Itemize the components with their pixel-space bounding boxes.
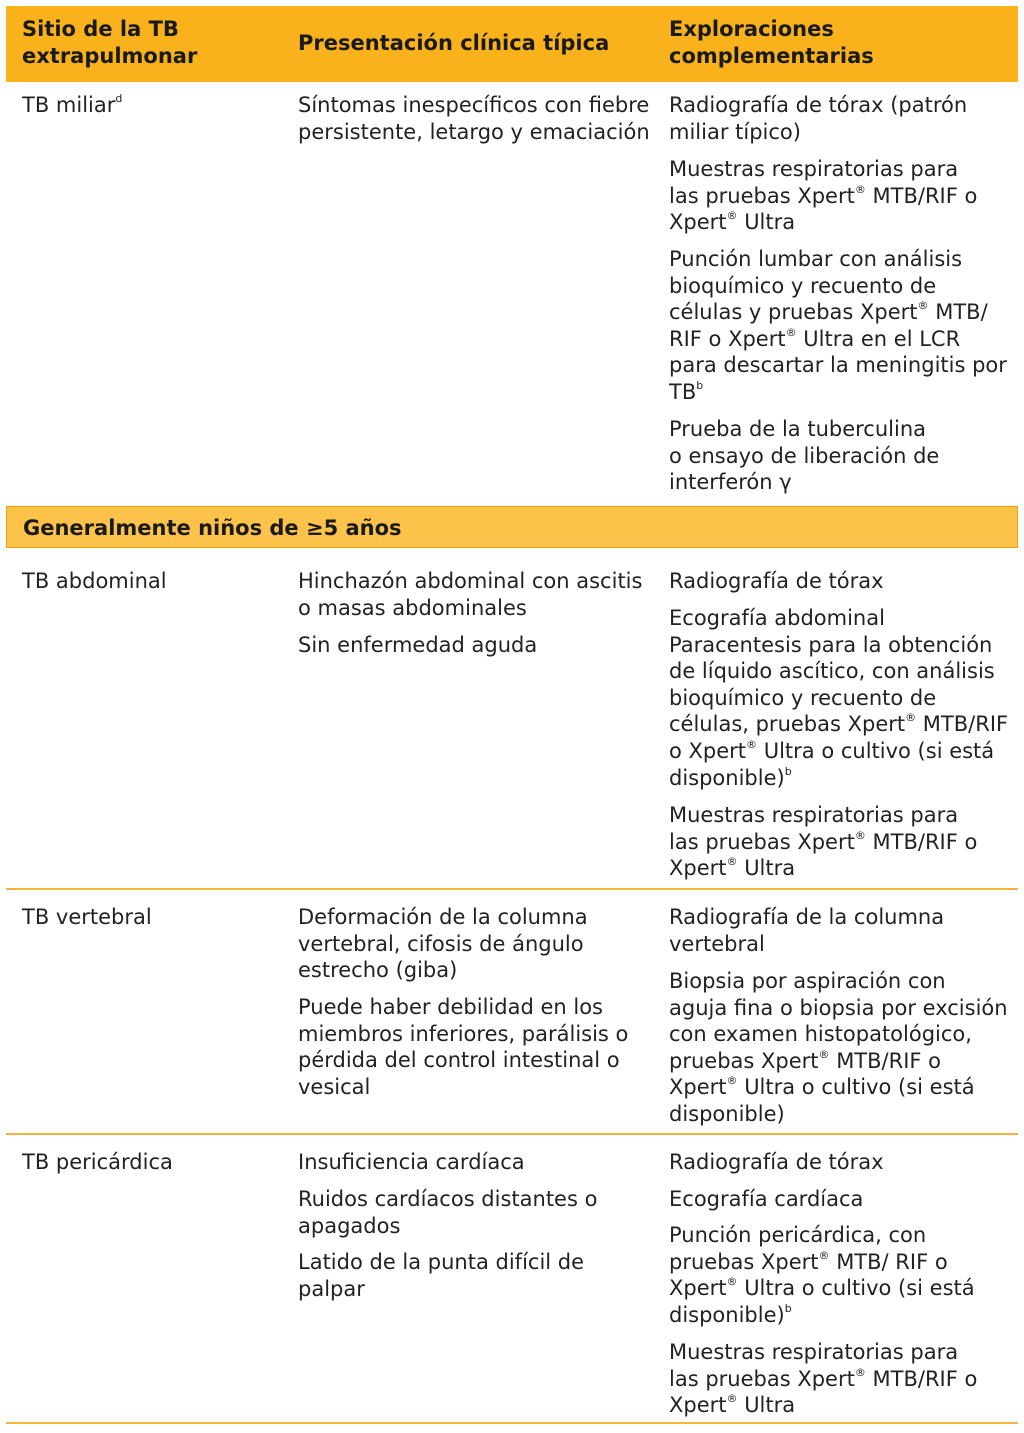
header-exams: Exploraciones complementarias: [669, 17, 874, 68]
presentation-text: Deformación de la columna vertebral, cifosis de ángulo estrecho (giba): [298, 905, 588, 983]
row-separator: [6, 888, 1018, 890]
exam-text: Prueba de la tuberculina o ensayo de liberación de interferón γ: [669, 417, 940, 495]
exam-text: Punción lumbar con análisis bioquímico y recuento de células y pruebas Xpert® MTB/ RIF o Xpert® Ultra en el LCR para descartar la meningitis por $TB^b$: [669, 247, 1007, 404]
exam-text: Radiografía de tórax: [669, 1150, 884, 1174]
header-presentation: Presentación clínica típica: [298, 31, 610, 55]
presentation-text: Síntomas inespecíficos con fiebre persistente, letargo y emaciación: [298, 93, 650, 144]
header-site: Sitio de la TB extrapulmonar: [22, 17, 198, 68]
site-cell: TB abdominal: [22, 569, 167, 593]
section-label: Generalmente niños de ≥5 años: [23, 516, 402, 540]
row-separator: [6, 1133, 1018, 1135]
row-separator: [6, 1422, 1018, 1424]
table-header: [6, 6, 1018, 82]
exam-text: Biopsia por aspiración con aguja fina o biopsia por excisión con examen histopatológico, pruebas Xpert® MTB/RIF o Xpert® Ultra o cultivo (si está disponible): [669, 969, 1008, 1126]
presentation-text: Sin enfermedad aguda: [298, 633, 538, 657]
site-cell: TB pericárdica: [22, 1150, 173, 1174]
exam-text: Muestras respiratorias para las pruebas Xpert® MTB/RIF o Xpert® Ultra: [669, 157, 978, 235]
exam-text: Radiografía de tórax (patrón miliar típico): [669, 93, 968, 144]
presentation-text: Hinchazón abdominal con ascitis o masas abdominales: [298, 569, 643, 620]
exam-text: Radiografía de la columna vertebral: [669, 905, 945, 956]
exam-text: Punción pericárdica, con pruebas Xpert® MTB/ RIF o Xpert® Ultra o cultivo (si está disponible)$^b$: [669, 1223, 975, 1327]
presentation-text: Puede haber debilidad en los miembros inferiores, parálisis o pérdida del control intestinal o vesical: [298, 995, 629, 1099]
site-cell: TB miliar$^d$: [22, 92, 123, 117]
exam-text: Muestras respiratorias para las pruebas Xpert® MTB/RIF o Xpert® Ultra: [669, 1340, 978, 1418]
presentation-text: Insuficiencia cardíaca: [298, 1150, 525, 1174]
section-header: [6, 506, 1018, 548]
presentation-text: Latido de la punta difícil de palpar: [298, 1250, 585, 1301]
site-cell: TB vertebral: [22, 905, 152, 929]
exam-text: Radiografía de tórax: [669, 569, 884, 593]
exam-text: Ecografía abdominal Paracentesis para la obtención de líquido ascítico, con análisis bioquímico y recuento de células, pruebas Xpert® MTB/RIF o Xpert® Ultra o cultivo (si está disponible)$^b$: [669, 606, 1009, 790]
presentation-text: Ruidos cardíacos distantes o apagados: [298, 1187, 598, 1238]
exam-text: Ecografía cardíaca: [669, 1187, 864, 1211]
exam-text: Muestras respiratorias para las pruebas Xpert® MTB/RIF o Xpert® Ultra: [669, 803, 978, 881]
